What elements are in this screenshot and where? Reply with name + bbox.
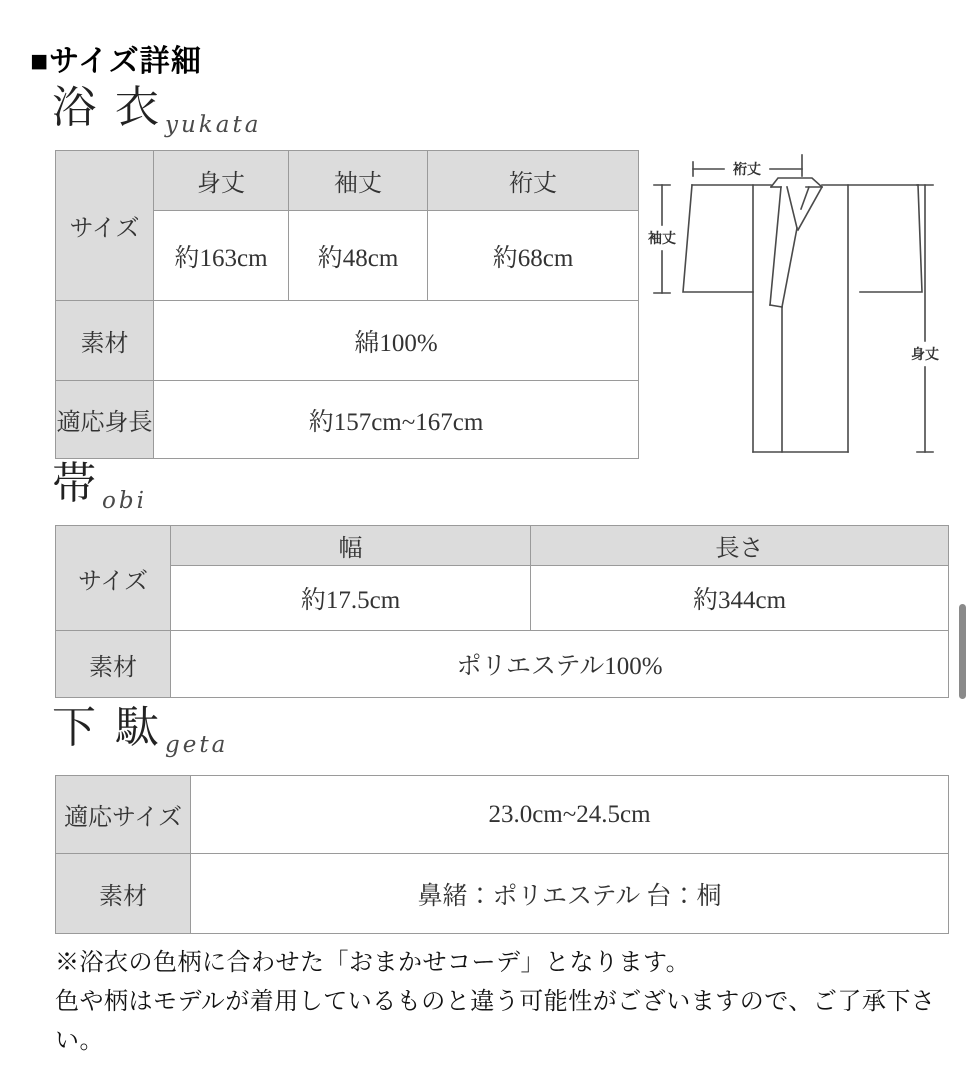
- yukata-size-value-sodetake: 約48cm: [289, 211, 428, 301]
- obi-material-value: ポリエステル100%: [171, 631, 949, 698]
- note-line-2: 色や柄はモデルが着用しているものと違う可能性がございますので、ご了承下さい。: [55, 989, 936, 1054]
- yukata-material-value: 綿100%: [154, 301, 639, 381]
- geta-row-label-fit: 適応サイズ: [56, 776, 191, 854]
- yukata-title-script: yukata: [165, 112, 262, 138]
- yukata-height-value: 約157cm~167cm: [154, 381, 639, 459]
- footer-notes: [55, 944, 976, 1061]
- diagram-label-yukitake: 裄丈: [733, 161, 761, 177]
- geta-material-value: 鼻緒：ポリエステル 台：桐: [191, 854, 949, 934]
- yukata-size-value-mitake: 約163cm: [154, 211, 289, 301]
- yukata-col-header-yukitake: 裄丈: [428, 151, 639, 211]
- note-line-1: ※浴衣の色柄に合わせた「おまかせコーデ」となります。: [55, 950, 691, 976]
- yukata-title-kanji: 浴 衣: [52, 83, 163, 132]
- yukata-col-header-sodetake: 袖丈: [289, 151, 428, 211]
- yukata-row-label-size: サイズ: [56, 151, 154, 301]
- obi-row-label-material: 素材: [56, 631, 171, 698]
- obi-size-value-length: 約344cm: [531, 566, 949, 631]
- yukata-row-label-material: 素材: [56, 301, 154, 381]
- geta-section-title: [52, 703, 229, 758]
- yukata-section-title: [52, 83, 262, 138]
- obi-row-label-size: サイズ: [56, 526, 171, 631]
- obi-size-value-width: 約17.5cm: [171, 566, 531, 631]
- geta-fit-value: 23.0cm~24.5cm: [191, 776, 949, 854]
- yukata-size-value-yukitake: 約68cm: [428, 211, 639, 301]
- geta-title-kanji: 下 駄: [52, 703, 163, 752]
- obi-size-table: [55, 525, 949, 698]
- scrollbar-thumb[interactable]: [959, 604, 966, 699]
- obi-title-kanji: 帯: [52, 459, 100, 508]
- page-title: ■サイズ詳細: [30, 45, 202, 78]
- obi-title-script: obi: [102, 488, 147, 514]
- yukata-row-label-height: 適応身長: [56, 381, 154, 459]
- yukata-col-header-mitake: 身丈: [154, 151, 289, 211]
- kimono-measurement-diagram: [648, 143, 958, 473]
- obi-col-header-width: 幅: [171, 526, 531, 566]
- geta-title-script: geta: [165, 732, 229, 758]
- kimono-line-drawing: [648, 143, 958, 473]
- obi-col-header-length: 長さ: [531, 526, 949, 566]
- obi-section-title: [52, 459, 147, 514]
- yukata-size-table: [55, 150, 639, 459]
- diagram-label-sodetake: 袖丈: [648, 230, 676, 246]
- geta-size-table: [55, 775, 949, 934]
- diagram-label-mitake: 身丈: [911, 346, 939, 362]
- geta-row-label-material: 素材: [56, 854, 191, 934]
